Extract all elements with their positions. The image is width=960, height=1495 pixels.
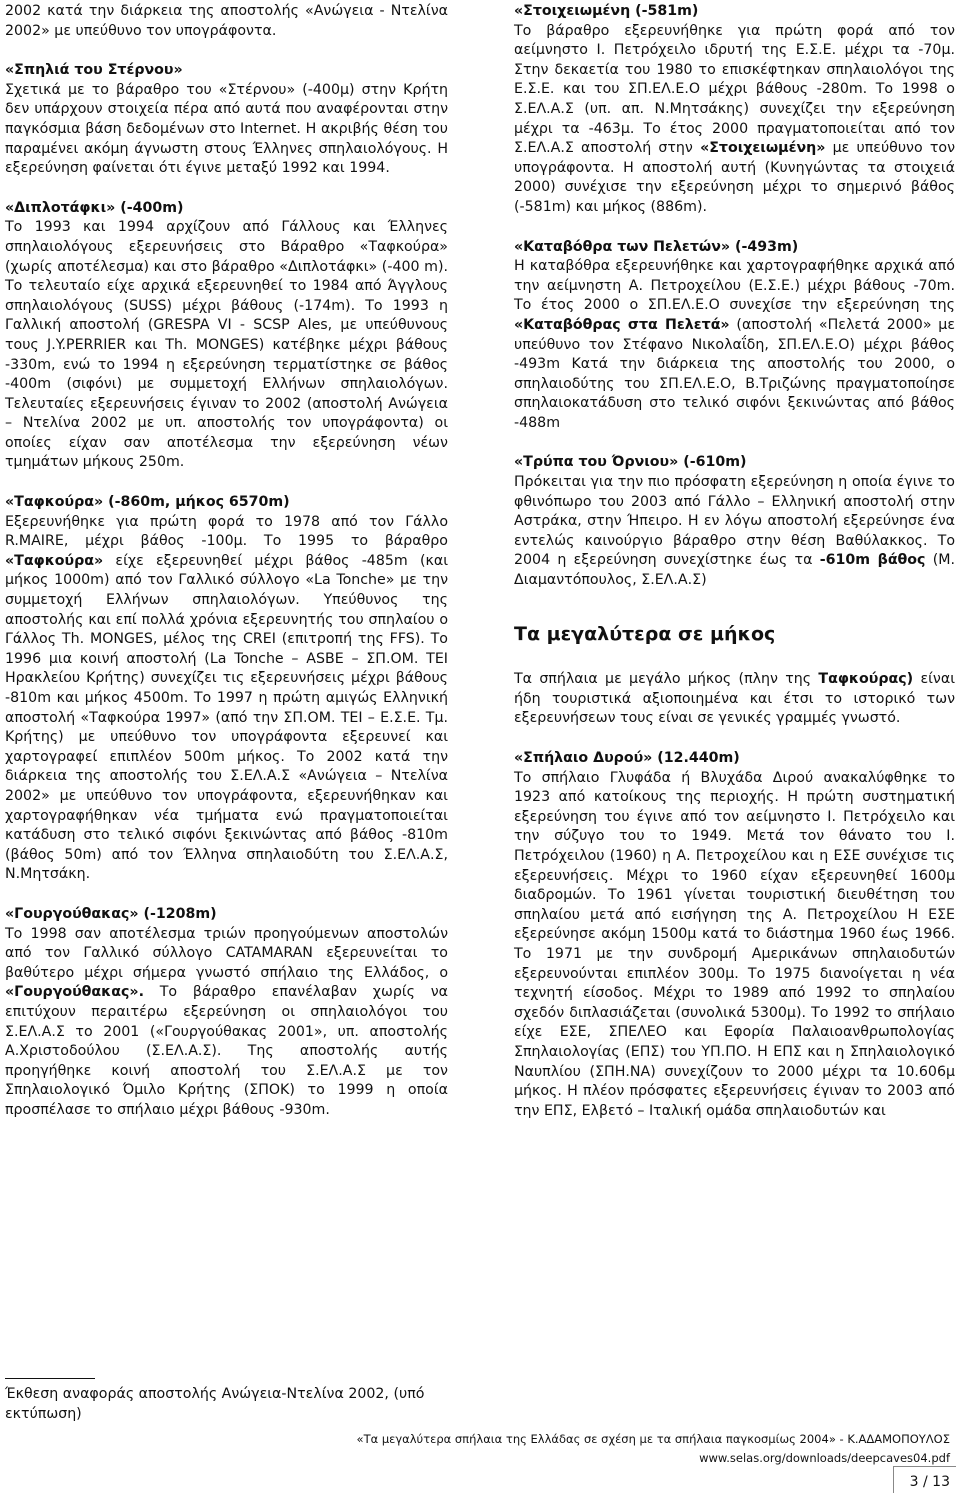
- intro-text: 2002 κατά την διάρκεια της αποστολής «Ανώγεια - Ντελίνα 2002» με υπεύθυνο τον υπογράφοντα.: [5, 3, 448, 39]
- text-run: Εξερευνήθηκε για πρώτη φορά το 1978 από τον Γάλλο R.MAIRE, μέχρι βάθος -100μ. Το 1995 το βάραθρο: [5, 513, 448, 550]
- footnote-caption: Έκθεση αναφοράς αποστολής Ανώγεια-Ντελίνα 2002, (υπό εκτύπωση): [5, 1386, 425, 1422]
- bold-run: «Καταβόθρας στα Πελετά»: [514, 316, 730, 333]
- bold-run: «Στοιχειωμένη»: [700, 140, 826, 157]
- section-body-gourgouthakas: [5, 925, 448, 1121]
- bold-run: «Ταφκούρα»: [5, 552, 104, 569]
- section-title-dirou: «Σπήλαιο Δυρού» (12.440m): [514, 750, 740, 766]
- section-body-peleta: [514, 257, 955, 433]
- bold-run: Ταφκούρας): [818, 671, 914, 688]
- text-run: Το 1998 σαν αποτέλεσμα τριών προηγούμενων αποστολών από τον Γαλλικό σύλλογο CATAMARAN εξερευνείται το βαθύτερο μέχρι σήμερα γνωστό σπήλαιο της Ελλάδος, ο: [5, 925, 448, 981]
- text-run: είχε εξερευνηθεί μέχρι βάθος -485m (και μήκος 1000m) από τον Γαλλικό σύλλογο «La Tonche» με την συμμετοχή Ελλήνων σπηλαιολόγων. Υπεύθυνος της αποστολής και επί πολλά χρόνια εξερευνητής του σπηλαίου ο Γάλλος Th. MONGES, μέλος της CREI (επιτροπή της FFS). Το 1996 μια κοινή αποστολή (La Tonche – ASBE – ΣΠ.ΟΜ. ΤΕΙ Ηρακλείου Κρήτης) συνεχίζει τις εξερευνήσεις μέχρι βάθους -810m και μήκος 4500m. Το 1997 η πρώτη αμιγώς Ελληνική αποστολή «Ταφκούρα 1997» (από την ΣΠ.ΟΜ. ΤΕΙ – Ε.Σ.Ε. Τμ. Κρήτης) με υπεύθυνο τον υπογράφοντα εξερευνεί και χαρτογραφεί επιπλέον 500m μήκος. Το 2002 κατά την διάρκεια της αποστολής του Σ.ΕΛ.Α.Σ «Ανώγεια – Ντελίνα 2002» με υπεύθυνο τον υπογράφοντα, εξερευνήθηκαν και χαρτογραφήθηκαν νέα τμήματα ενώ πραγματοποιείται κατάδυση στο τελικό σιφόνι ξεκινώντας από βάθος -810m (βάθος 50m) από τον Έλληνα σπηλαιοδύτη του Σ.ΕΛ.Α.Σ, Ν.Μητσάκη.: [5, 552, 448, 883]
- section-body-sternos: Σχετικά με το βάραθρο του «Στέρνου» (-400μ) στην Κρήτη δεν υπάρχουν στοιχεία πέρα από αυτά που αναφέρονται στην παγκόσμια βάση δεδομένων στο Internet. Η ακριβής θέση του παραμένει ακόμη άγνωστη στους Έλληνες σπηλαιολόγους. Η εξερεύνηση φαίνεται ότι έγινε μεταξύ 1992 και 1994.: [5, 81, 448, 177]
- heading-longest: Τα μεγαλύτερα σε μήκος: [514, 622, 776, 645]
- section-body-orniou: [514, 473, 955, 591]
- text-run: (Μ. Διαμαντόπουλος, Σ.ΕΛ.Α.Σ): [514, 552, 955, 589]
- section-title-tafkoura: «Ταφκούρα» (-860m, μήκος 6570m): [5, 494, 290, 511]
- text-run: με υπεύθυνο τον υπογράφοντα. Η αποστολή αυτή (Κυνηγώντας τα στοιχειά 2000) συνέχισε την εξερεύνηση μέχρι το σημερινό βάθος (-581m) και μήκος (886m).: [514, 140, 955, 215]
- section-body-dirou: Το σπήλαιο Γλυφάδα ή Βλυχάδα Διρού ανακαλύφθηκε το 1923 από κατοίκους της περιοχής. Η πρώτη συστηματική εξερεύνηση του έγινε από τον αείμνηστο Ι. Πετρόχειλο και την σύζυγο του το 1949. Μετά τον θάνατο του Ι. Πετρόχειλου (1960) η Α. Πετροχείλου και η ΕΣΕ συνέχισε τις εξερευνήσεις. Μέχρι το 1960 είχαν εξερευνηθεί 1600μ διαδρομών. Το 1961 γίνεται τουριστική διευθέτηση του σπηλαίου μετά από εισήγηση της Α. Πετροχείλου Η ΕΣΕ εξερεύνησε ακόμη 1500μ κατά το διάστημα 1960 έως 1966. Το 1971 με την συνδρομή Αμερικάνων σπηλαιοδυτών εξερευνούνται επιπλέον 300μ. Το 1975 διανοίγεται η νέα τεχνητή είσοδος. Μέχρι το 1989 από 1992 το σπηλαίου σχεδόν διπλασιάζεται (συνολικά 5300μ). Το 1992 το σπήλαιο είχε ΕΣΕ, ΣΠΕΛΕΟ και Εφορία Παλαιοανθρωπολογίας Σπηλαιολογίας (ΕΠΣ) του ΥΠ.ΠΟ. Η ΕΠΣ και η Σπηλαιολογικό Ναυπλίου (ΣΠΗ.ΝΑ) συνεχίζουν το 2000 μέχρι τα 10.606μ μήκος. Η πλέον πρόσφατες εξερευνήσεις έγιναν το 2003 από την ΕΠΣ, Ελβετό – Ιταλική ομάδα σπηλαιοδυτών και: [514, 769, 955, 1119]
- section-body-diplotafki: Το 1993 και 1994 αρχίζουν από Γάλλους και Έλληνες σπηλαιολόγους εξερευνήσεις στο Βάραθρο «Ταφκούρα» (χωρίς αποτέλεσμα) και στο βάραθρο «Διπλοτάφκι» (-400 m). Το τελευταίο είχε αρχικά εξερευνηθεί το 1984 από Άγγλους σπηλαιολόγους (SUSS) μέχρι βάθους (-174m). Το 1993 η Γαλλική αποστολή (GRESPA VI - SCSP Ales, με υπεύθυνους τους J.Y.PERRIER και Th. MONGES) κατέβηκε μέχρι βάθους -330m, ενώ το 1994 η εξερεύνηση τερματίστηκε σε βάθος -400m (σιφόνι) με συμμετοχή Ελλήνων σπηλαιολόγων. Τελευταίες εξερευνήσεις έγιναν το 2002 (αποστολή Ανώγεια – Ντελίνα 2002 με υπ. αποστολής τον υπογράφοντα) οι οποίες είχαν σαν αποτέλεσμα την εξερεύνηση νέων τμημάτων μήκους 250m.: [5, 219, 448, 471]
- footnote-divider: [5, 1378, 95, 1379]
- text-run: Πρόκειται για την πιο πρόσφατη εξερεύνηση η οποία έγινε το φθινόπωρο του 2003 από Γάλλο – Ελληνική αποστολή στην Αστράκα, στην Ήπειρο. Η εν λόγω αποστολή εξερεύνησε ένα εντελώς καινούργιο βάραθρο στην θέση Βαθύλακκος. Το 2004 η εξερεύνηση συνεχίστηκε έως τα: [514, 474, 955, 569]
- page-number: 3 / 13: [909, 1474, 950, 1490]
- section-title-sternos: «Σπηλιά του Στέρνου»: [5, 62, 183, 79]
- section-title-peleta: «Καταβόθρα των Πελετών» (-493m): [514, 238, 799, 255]
- text-run: Το βάραθρο εξερευνήθηκε για πρώτη φορά από τον αείμνηστο Ι. Πετρόχειλο ιδρυτή της Ε.Σ.Ε. μέχρι τα -70μ. Στην δεκαετία του 1980 το επισκέφτηκαν σπηλαιολόγοι της Ε.Σ.Ε. και του ΣΠ.ΕΛ.Ε.Ο μέχρι βάθους -280m. Το 1998 ο Σ.ΕΛ.Α.Σ (υπ. απ. Ν.Μητσάκης) συνεχίζει την εξερεύνηση μέχρι τα -463μ. Το έτος 2000 πραγματοποιείται από τον Σ.ΕΛ.Α.Σ αποστολή στην: [514, 22, 955, 157]
- right-column: [514, 2, 955, 1121]
- footer-url: www.selas.org/downloads/deepcaves04.pdf: [699, 1451, 950, 1465]
- text-run: Το βάραθρο επανέλαβαν χωρίς να επιτύχουν περαιτέρω εξερεύνηση οι σπηλαιολόγοι του Σ.ΕΛ.Α.Σ το 2001 («Γουργούθακας 2001», υπ. αποστολής Α.Χριστοδούλου (Σ.ΕΛ.Α.Σ). Της αποστολής αυτής προηγήθηκε κοινή αποστολή του Σ.ΕΛ.Α.Σ με τον Σπηλαιολογικό Όμιλο Κρήτης (ΣΠΟΚ) το 1999 η οποία προσπέλασε το σπήλαιο μέχρι βάθους -930m.: [5, 984, 448, 1118]
- section-title-gourgouthakas: «Γουργούθακας» (-1208m): [5, 905, 217, 922]
- paragraph-longest-intro: [514, 670, 955, 729]
- left-column: [5, 2, 448, 1120]
- section-title-stoicheiomeni: «Στοιχειωμένη (-581m): [514, 3, 699, 19]
- text-run: (αποστολή «Πελετά 2000» με υπεύθυνο τον Στέφανο Νικολαΐδη, ΣΠ.ΕΛ.Ε.Ο) μέχρι βάθος -493m Κατά την διάρκεια της αποστολής του 2000, ο σπηλαιοδύτης του ΣΠ.ΕΛ.Ε.Ο, Β.Τριζώνης πραγματοποίησε σπηλαιοκατάδυση στο τελικό σιφόνι ξεκινώντας από βάθος -488m: [514, 316, 955, 431]
- section-body-stoicheiomeni: [514, 22, 955, 218]
- section-title-diplotafki: «Διπλοτάφκι» (-400m): [5, 199, 184, 216]
- footer-title: «Τα μεγαλύτερα σπήλαια της Ελλάδας σε σχέση με τα σπήλαια παγκοσμίως 2004» - Κ.ΑΔΑΜΟΠΟΥΛΟΣ: [356, 1432, 950, 1446]
- text-run: Η καταβόθρα εξερευνήθηκε και χαρτογραφήθηκε αρχικά από την αείμνηστη Α. Πετροχείλου (Ε.Σ.Ε.) μέχρι βάθους -70m. Το έτος 2000 ο ΣΠ.ΕΛ.Ε.Ο συνεχίσε την εξερεύνηση της: [514, 258, 955, 314]
- section-body-tafkoura: [5, 513, 448, 885]
- bold-run: -610m βάθος: [819, 552, 926, 569]
- text-run: Τα σπήλαια με μεγάλο μήκος (πλην της: [514, 671, 819, 688]
- text-run: είναι ήδη τουριστικά αξιοποιημένα και έτσι το ιστορικό των εξερευνήσεων τους είναι σε γενικές γραμμές γνωστό.: [514, 671, 955, 727]
- bold-run: «Γουργούθακας».: [5, 984, 144, 1001]
- section-title-orniou: «Τρύπα του Όρνιου» (-610m): [514, 454, 747, 471]
